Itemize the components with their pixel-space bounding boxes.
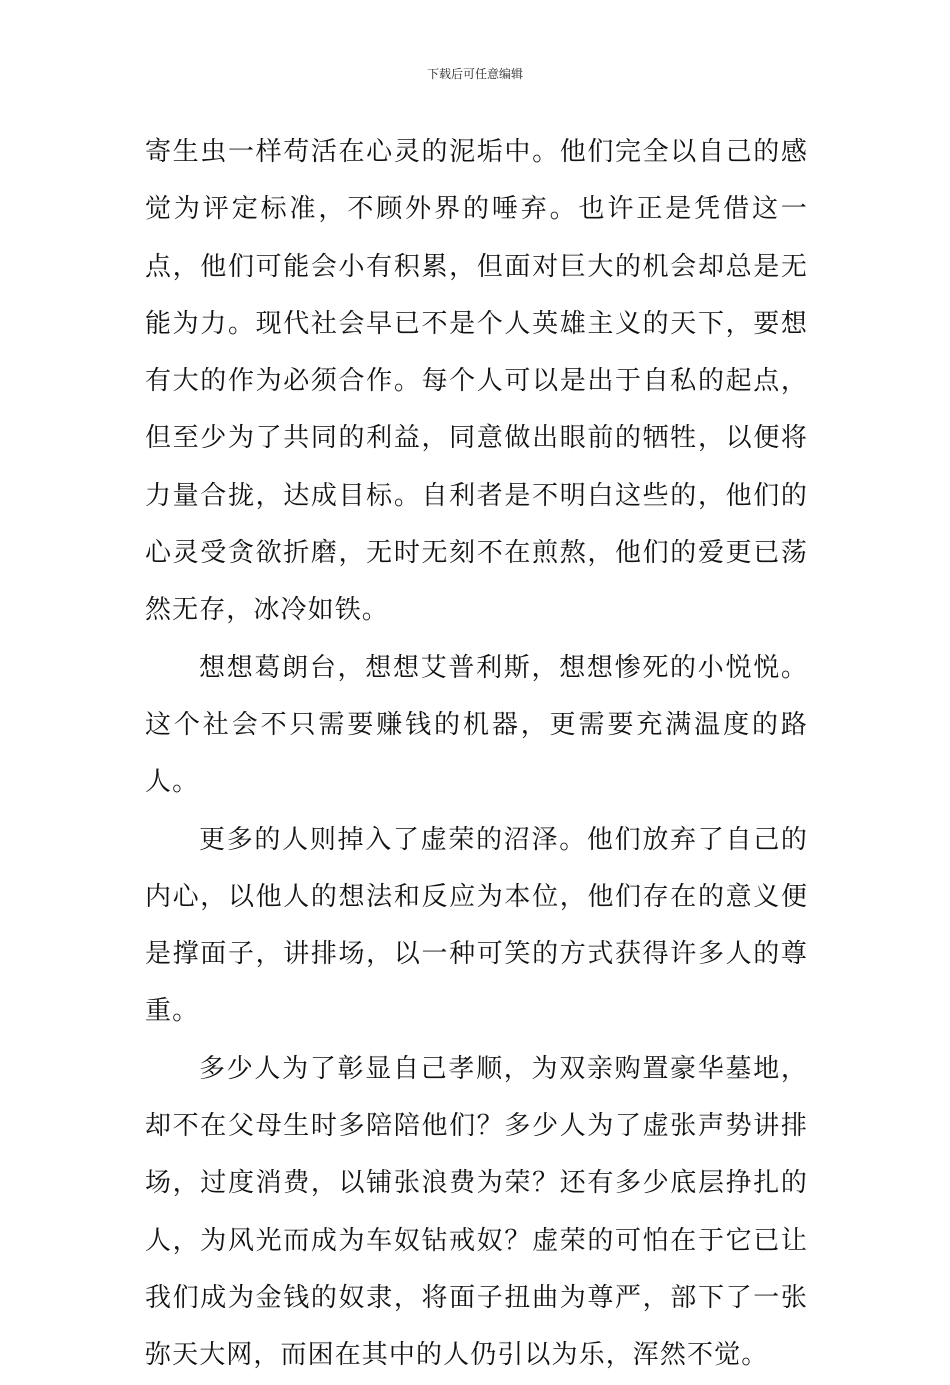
paragraph-continued: 寄生虫一样苟活在心灵的泥垢中。他们完全以自己的感觉为评定标准，不顾外界的唾弃。也许正是凭借这一点，他们可能会小有积累，但面对巨大的机会却总是无能为力。现代社会早已不是个人英雄主义的天下，要想有大的作为必须合作。每个人可以是出于自私的起点，但至少为了共同的利益，同意做出眼前的牺牲，以便将力量合拢，达成目标。自利者是不明白这些的，他们的心灵受贪欲折磨，无时无刻不在煎熬，他们的爱更已荡然无存，冰冷如铁。 (145, 137, 808, 626)
paragraph: 更多的人则掉入了虚荣的沼泽。他们放弃了自己的内心，以他人的想法和反应为本位，他们存在的意义便是撑面子，讲排场，以一种可笑的方式获得许多人的尊重。 (145, 824, 808, 1027)
paragraph: 多少人为了彰显自己孝顺，为双亲购置豪华墓地，却不在父母生时多陪陪他们？多少人为了虚张声势讲排场，过度消费，以铺张浪费为荣？还有多少底层挣扎的人，为风光而成为车奴钻戒奴？虚荣的可怕在于它已让我们成为金钱的奴隶，将面子扭曲为尊严，部下了一张弥天大网，而困在其中的人仍引以为乐，浑然不觉。 (145, 1053, 808, 1371)
page-header: 下载后可任意编辑 (426, 67, 523, 81)
document-body (145, 124, 808, 1385)
paragraph: 想想葛朗台，想想艾普利斯，想想惨死的小悦悦。这个社会不只需要赚钱的机器，更需要充满温度的路人。 (145, 652, 808, 798)
